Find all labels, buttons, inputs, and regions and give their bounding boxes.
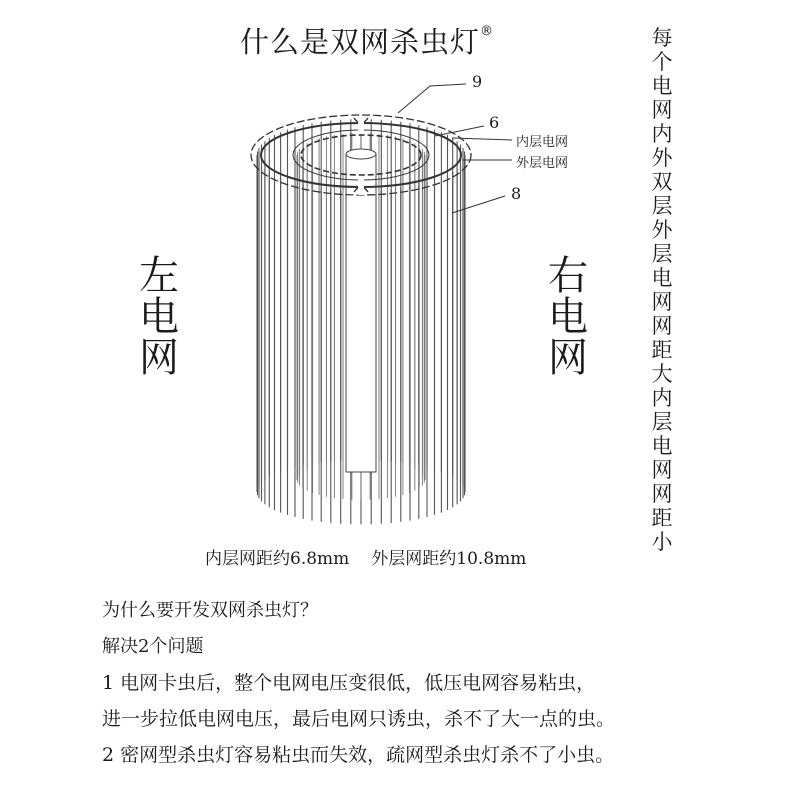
explanation-text xyxy=(102,597,615,777)
registered-mark: ® xyxy=(480,24,495,40)
left-grid-label: 左电网 xyxy=(139,253,179,381)
title-text: 什么是双网杀虫灯 xyxy=(240,25,481,59)
inner-spacing: 内层网距约6.8mm xyxy=(205,549,350,569)
body-line: 1 电网卡虫后，整个电网电压变很低，低压电网容易粘虫， xyxy=(102,672,596,694)
outer-grid-label: 外层电网 xyxy=(516,156,569,171)
callout-8: 8 xyxy=(511,184,522,203)
lamp-tube xyxy=(346,149,376,472)
callout-9: 9 xyxy=(472,72,483,91)
right-grid-label: 右电网 xyxy=(548,253,588,381)
grid-description-vertical: 每个电网内外双层 外层电网网距大 内层电网网距小 xyxy=(651,26,694,554)
inner-grid-label: 内层电网 xyxy=(516,135,569,150)
body-line: 2 密网型杀虫灯容易粘虫而失效，疏网型杀虫灯杀不了小虫。 xyxy=(102,744,615,766)
body-line: 为什么要开发双网杀虫灯？ xyxy=(102,600,318,621)
callout-6: 6 xyxy=(489,113,500,132)
body-line: 进一步拉低电网电压，最后电网只诱虫，杀不了大一点的虫。 xyxy=(102,708,616,730)
outer-spacing: 外层网距约10.8mm xyxy=(371,549,527,569)
body-line: 解决2个问题 xyxy=(102,636,204,657)
spacing-caption xyxy=(205,544,526,569)
